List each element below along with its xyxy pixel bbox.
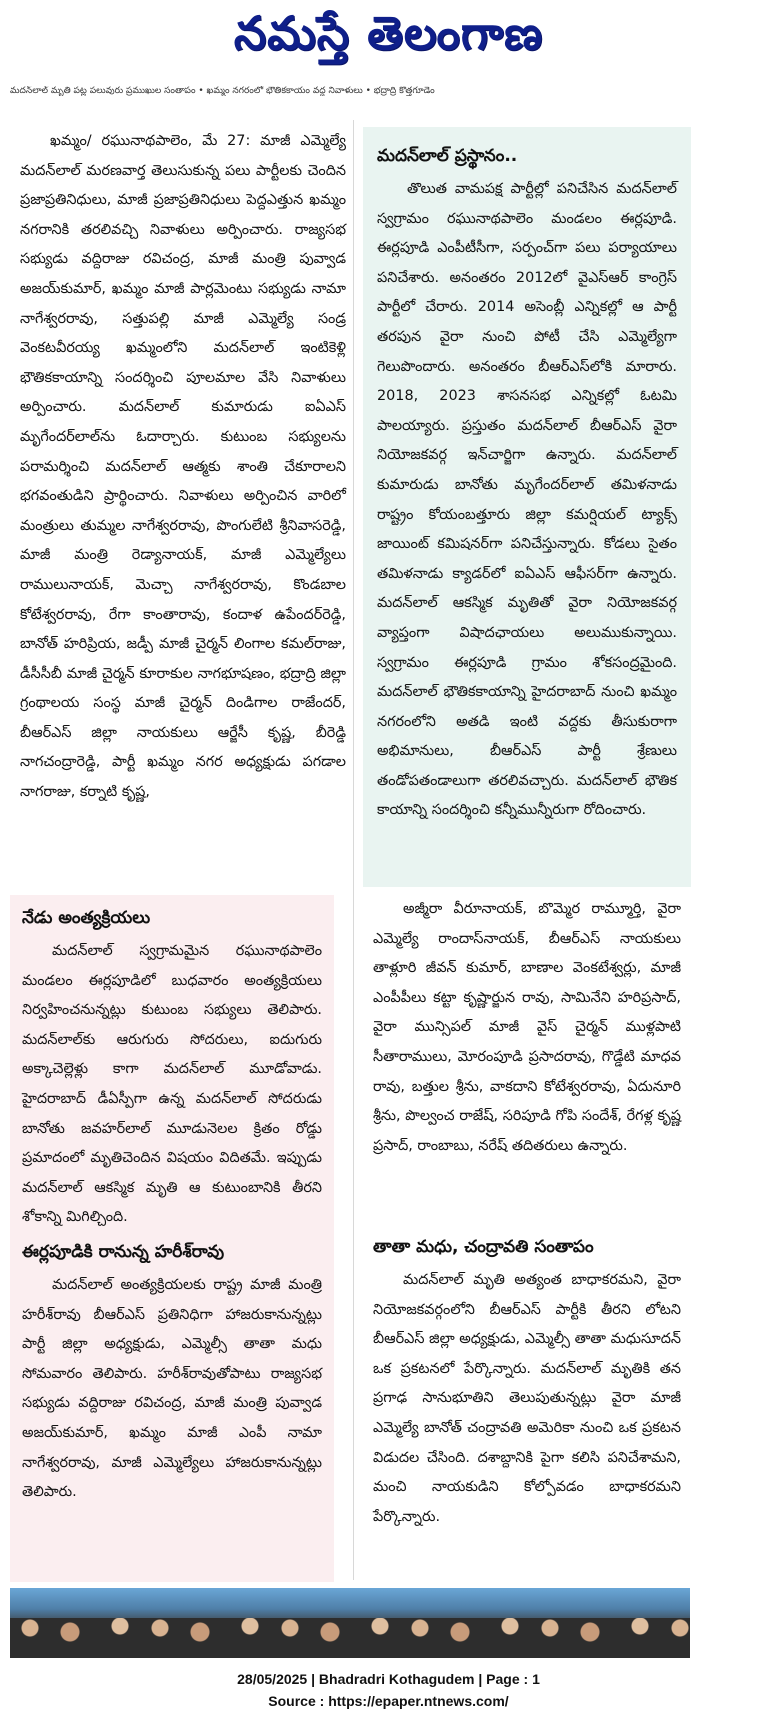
condolence-section — [363, 1232, 691, 1582]
crowd-image — [10, 1618, 690, 1658]
footer-source: Source : https://epaper.ntnews.com/ — [268, 1693, 509, 1709]
sidebar-box-career — [363, 127, 691, 887]
funeral-body: మదన్‌లాల్ స్వగ్రామమైన రఘునాథపాలెం మండలం ఈర్లపూడిలో బుధవారం అంత్యక్రియలు నిర్వహించనున్నట్లు కుటుంబ సభ్యులు తెలిపారు. మదన్‌లాల్‌కు ఆరుగురు సోదరులు, ఐదుగురు అక్కాచెల్లెళ్లు కాగా మదన్‌లాల్ మూడోవాడు. హైదరాబాద్ డీఏస్పీగా ఉన్న మదన్‌లాల్ సోదరుడు బానోతు జవహర్‌లాల్ మూడునెలల క్రితం రోడ్డు ప్రమాదంలో మృతిచెందిన విషయం విదితమే. ఇప్పుడు మదన్‌లాల్ ఆకస్మిక మృతి ఆ కుటుంబానికి తీరని శోకాన్ని మిగిల్చింది. — [22, 943, 322, 1226]
funeral-heading: నేడు అంత్యక్రియలు — [22, 908, 151, 928]
masthead — [0, 0, 777, 84]
harish-heading: ఈర్లపూడికి రానున్న హరీశ్‌రావు — [22, 1241, 225, 1262]
news-photo-crowd — [10, 1588, 690, 1658]
column-divider — [353, 120, 354, 1580]
attendees-body: అజ్మీరా వీరూనాయక్, బొమ్మెర రామ్మూర్తి, వైరా ఎమ్మెల్యే రాందాస్‌నాయక్, బీఆర్‌ఎస్ నాయకులు తాళ్లూరి జీవన్ కుమార్, బాణాల వెంకటేశ్వర్లు, మాజీ ఎంపీపీలు కట్టా కృష్ణార్జున రావు, సామినేని హరిప్రసాద్, వైరా మున్సిపల్ మాజీ వైస్ చైర్మన్ ముళ్లపాటి సీతారాములు, మోరంపూడి ప్రసాదరావు, గొడ్డేటి మాధవ రావు, బత్తుల శ్రీను, వాకదాని కోటేశ్వరరావు, ఏదునూరి శ్రీను, పొల్వంచ రాజేష్, సరిపూడి గోపి సందేశ్, రేగళ్ల కృష్ణ ప్రసాద్, రాంబాబు, నరేష్ తదితరులు ఉన్నారు. — [373, 901, 681, 1154]
article-column-left — [20, 127, 346, 887]
masthead-ticker: మదన్‌లాల్ మృతి పట్ల పలువురు ప్రముఖుల సంతాపం • ఖమ్మం నగరంలో భౌతికకాయం వద్ద నివాళులు • భద్రాద్రి కొత్తగూడెం — [10, 86, 435, 96]
career-body: తొలుత వామపక్ష పార్టీల్లో పనిచేసిన మదన్‌లాల్ స్వగ్రామం రఘునాథపాలెం మండలం ఈర్లపూడి. ఈర్లపూడి ఎంపీటీసీగా, సర్పంచ్‌గా పలు పర్యాయాలు పనిచేశారు. అనంతరం 2012లో వైఎస్‌ఆర్ కాంగ్రెస్ పార్టీలో చేరారు. 2014 అసెంబ్లీ ఎన్నికల్లో ఆ పార్టీ తరపున వైరా నుంచి పోటీ చేసి ఎమ్మెల్యేగా గెలుపొందారు. అనంతరం బీఆర్‌ఎస్‌లోకి మారారు. 2018, 2023 శాసనసభ ఎన్నికల్లో ఓటమి పాలయ్యారు. ప్రస్తుతం మదన్‌లాల్ బీఆర్‌ఎస్ వైరా నియోజకవర్గ ఇన్‌చార్జిగా ఉన్నారు. మదన్‌లాల్ కుమారుడు బానోతు మృగేందర్‌లాల్ తమిళనాడు రాష్ట్రం కోయంబత్తూరు జిల్లా కమర్షియల్ ట్యాక్స్ జాయింట్ కమిషనర్‌గా పనిచేస్తున్నారు. కోడలు సైతం తమిళనాడు క్యాడర్‌లో ఐఏఎస్ ఆఫీసర్‌గా ఉన్నారు. మదన్‌లాల్ ఆకస్మిక మృతితో వైరా నియోజకవర్గ వ్యాప్తంగా విషాదఛాయలు అలుముకున్నాయి. స్వగ్రామం ఈర్లపూడి గ్రామం శోకసంద్రమైంది. మదన్‌లాల్ భౌతికకాయాన్ని హైదరాబాద్ నుంచి ఖమ్మం నగరంలోని అతడి ఇంటి వద్దకు తీసుకురాగా అభిమానులు, బీఆర్‌ఎస్ పార్టీ శ్రేణులు తండోపతండాలుగా తరలివచ్చారు. మదన్‌లాల్ భౌతిక కాయాన్ని సందర్శించి కన్నీమున్నీరుగా రోదించారు. — [377, 181, 677, 819]
condolence-body: మదన్‌లాల్ మృతి అత్యంత బాధాకరమని, వైరా నియోజకవర్గంలోని బీఆర్‌ఎస్ పార్టీకి తీరని లోటని బీఆర్‌ఎస్ జిల్లా అధ్యక్షుడు, ఎమ్మెల్సీ తాతా మధుసూదన్ ఒక ప్రకటనలో పేర్కొన్నారు. మదన్‌లాల్ మృతికి తన ప్రగాఢ సానుభూతిని తెలుపుతున్నట్లు వైరా మాజీ ఎమ్మెల్యే బానోత్ చంద్రావతి అమెరికా నుంచి ఒక ప్రకటన విడుదల చేసింది. దశాబ్దానికి పైగా కలిసి పనిచేశామని, మంచి నాయకుడిని కోల్పోవడం బాధాకరమని పేర్కొన్నారు. — [373, 1272, 681, 1525]
footer-date-edition: 28/05/2025 | Bhadradri Kothagudem | Page : 1 — [237, 1671, 540, 1687]
career-heading: మదన్‌లాల్ ప్రస్థానం.. — [377, 146, 518, 166]
harish-body: మదన్‌లాల్ అంత్యక్రియలకు రాష్ట్ర మాజీ మంత్రి హరీశ్‌రావు బీఆర్‌ఎస్ ప్రతినిధిగా హాజరుకానున్నట్లు పార్టీ జిల్లా అధ్యక్షుడు, ఎమ్మెల్సీ తాతా మధు సోమవారం తెలిపారు. హరీశ్‌రావుతోపాటు రాజ్యసభ సభ్యుడు వద్దిరాజు రవిచంద్ర, మాజీ మంత్రి పువ్వాడ అజయ్‌కుమార్, ఖమ్మం మాజీ ఎంపీ నామా నాగేశ్వరరావు, మాజీ ఎమ్మెల్యేలు హాజరుకానున్నట్లు తెలిపారు. — [22, 1276, 322, 1501]
page-footer — [0, 1668, 777, 1712]
article-body-intro: ఖమ్మం/ రఘునాథపాలెం, మే 27: మాజీ ఎమ్మెల్యే మదన్‌లాల్ మరణవార్త తెలుసుకున్న పలు పార్టీలకు చెందిన ప్రజాప్రతినిధులు, మాజీ ప్రజాప్రతినిధులు పెద్దఎత్తున ఖమ్మం నగరానికి తరలివచ్చి నివాళులు అర్పించారు. రాజ్యసభ సభ్యుడు వద్దిరాజు రవిచంద్ర, మాజీ మంత్రి పువ్వాడ అజయ్‌కుమార్, ఖమ్మం మాజీ పార్లమెంటు సభ్యుడు నామా నాగేశ్వరరావు, సత్తుపల్లి మాజీ ఎమ్మెల్యే సండ్ర వెంకటవీరయ్య ఖమ్మంలోని మదన్‌లాల్ ఇంటికెళ్లి భౌతికకాయాన్ని సందర్శించి పూలమాల వేసి నివాళులు అర్పించారు. మదన్‌లాల్ కుమారుడు ఐఏఎస్ మృగేందర్‌లాల్‌ను ఓదార్చారు. కుటుంబ సభ్యులను పరామర్శించి మదన్‌లాల్ ఆత్మకు శాంతి చేకూరాలని భగవంతుడిని ప్రార్థించారు. నివాళులు అర్పించిన వారిలో మంత్రులు తుమ్మల నాగేశ్వరరావు, పొంగులేటి శ్రీనివాసరెడ్డి, మాజీ మంత్రి రెడ్యానాయక్, మాజీ ఎమ్మెల్యేలు రాములునాయక్, మెచ్చా నాగేశ్వరరావు, కొండబాల కోటేశ్వరరావు, రేగా కాంతారావు, కందాళ ఉపేందర్‌రెడ్డి, బానోత్ హరిప్రియ, జడ్పీ మాజీ చైర్మన్ లింగాల కమల్‌రాజు, డీసీసీబీ మాజీ చైర్మన్ కూరాకుల నాగభూషణం, భద్రాద్రి జిల్లా గ్రంథాలయ సంస్థ మాజీ చైర్మన్ దిండిగాల రాజేందర్, బీఆర్‌ఎస్ జిల్లా నాయకులు ఆర్జేసీ కృష్ణ, బీరెడ్డి నాగచంద్రారెడ్డి, పార్టీ ఖమ్మం నగర అధ్యక్షుడు పగడాల నాగరాజు, కర్నాటి కృష్ణ, — [20, 133, 346, 801]
sidebar-box-funeral — [10, 895, 334, 1582]
condolence-heading: తాతా మధు, చంద్రావతి సంతాపం — [373, 1237, 594, 1257]
newspaper-logo: నమస్తే తెలంగాణ — [233, 6, 544, 60]
article-column-right-continuation — [363, 895, 691, 1230]
